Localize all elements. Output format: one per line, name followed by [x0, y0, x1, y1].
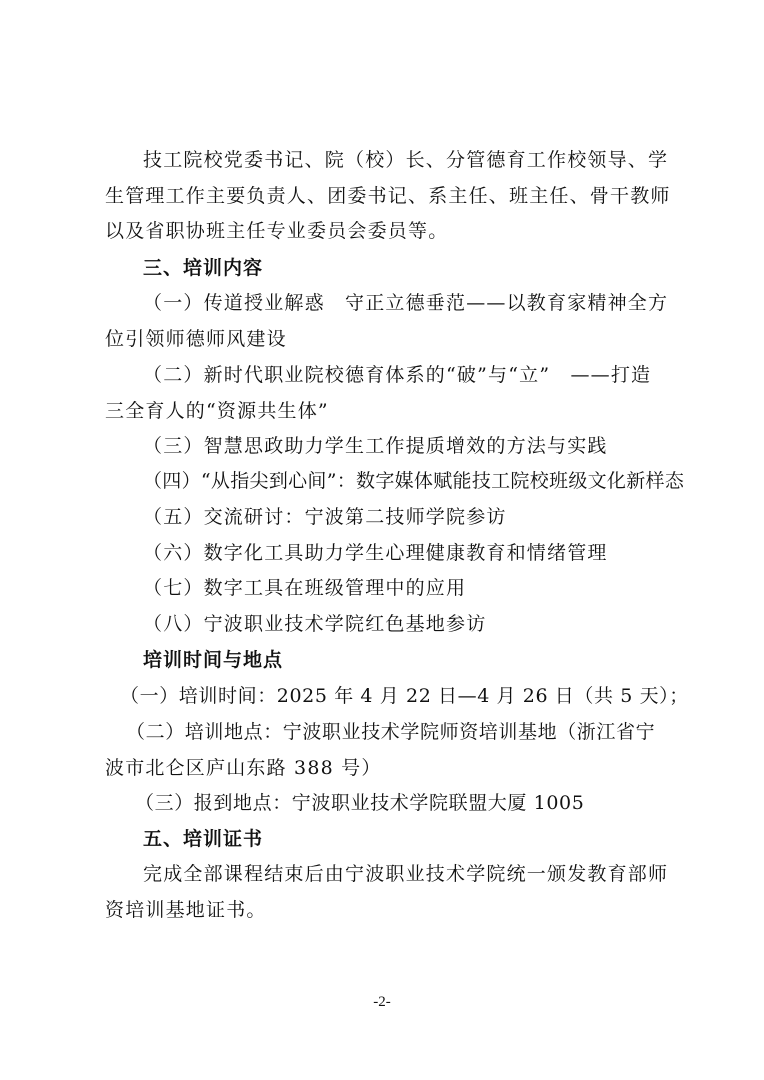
body-text-line: 生管理工作主要负责人、团委书记、系主任、班主任、骨干教师 [105, 185, 671, 207]
list-item-line: 三全育人的“资源共生体” [105, 400, 329, 422]
list-item-line: （二）新时代职业院校德育体系的“破”与“立” ——打造 [143, 364, 652, 386]
list-item: （一）培训时间：2025 年 4 月 22 日—4 月 26 日（共 5 天）； [120, 685, 689, 707]
list-item-line: （二）培训地点：宁波职业技术学院师资培训基地（浙江省宁 [126, 721, 656, 743]
list-item-line: 位引领师德师风建设 [105, 328, 287, 350]
list-item: （三）智慧思政助力学生工作提质增效的方法与实践 [143, 435, 608, 457]
body-text-line: 完成全部课程结束后由宁波职业技术学院统一颁发教育部师 [143, 863, 669, 885]
list-item: （六）数字化工具助力学生心理健康教育和情绪管理 [143, 542, 608, 564]
list-item: （五）交流研讨：宁波第二技师学院参访 [143, 506, 507, 528]
body-text-line: 以及省职协班主任专业委员会委员等。 [105, 220, 449, 242]
list-item: （七）数字工具在班级管理中的应用 [143, 577, 467, 599]
list-item-line: （一）传道授业解惑 守正立德垂范——以教育家精神全方 [143, 292, 669, 314]
section-heading-training-content: 三、培训内容 [143, 257, 264, 279]
list-item: （三）报到地点：宁波职业技术学院联盟大厦 1005 [135, 792, 585, 814]
section-heading-time-and-place: 培训时间与地点 [143, 649, 284, 671]
body-text-line: 技工院校党委书记、院（校）长、分管德育工作校领导、学 [143, 149, 669, 171]
page-number: -2- [373, 994, 391, 1010]
list-item-line: 波市北仑区庐山东路 388 号） [105, 757, 382, 779]
list-item: （四）“从指尖到心间”：数字媒体赋能技工院校班级文化新样态 [143, 470, 685, 492]
body-text-line: 资培训基地证书。 [105, 899, 267, 921]
list-item: （八）宁波职业技术学院红色基地参访 [143, 613, 487, 635]
section-heading-certificate: 五、培训证书 [143, 828, 264, 850]
